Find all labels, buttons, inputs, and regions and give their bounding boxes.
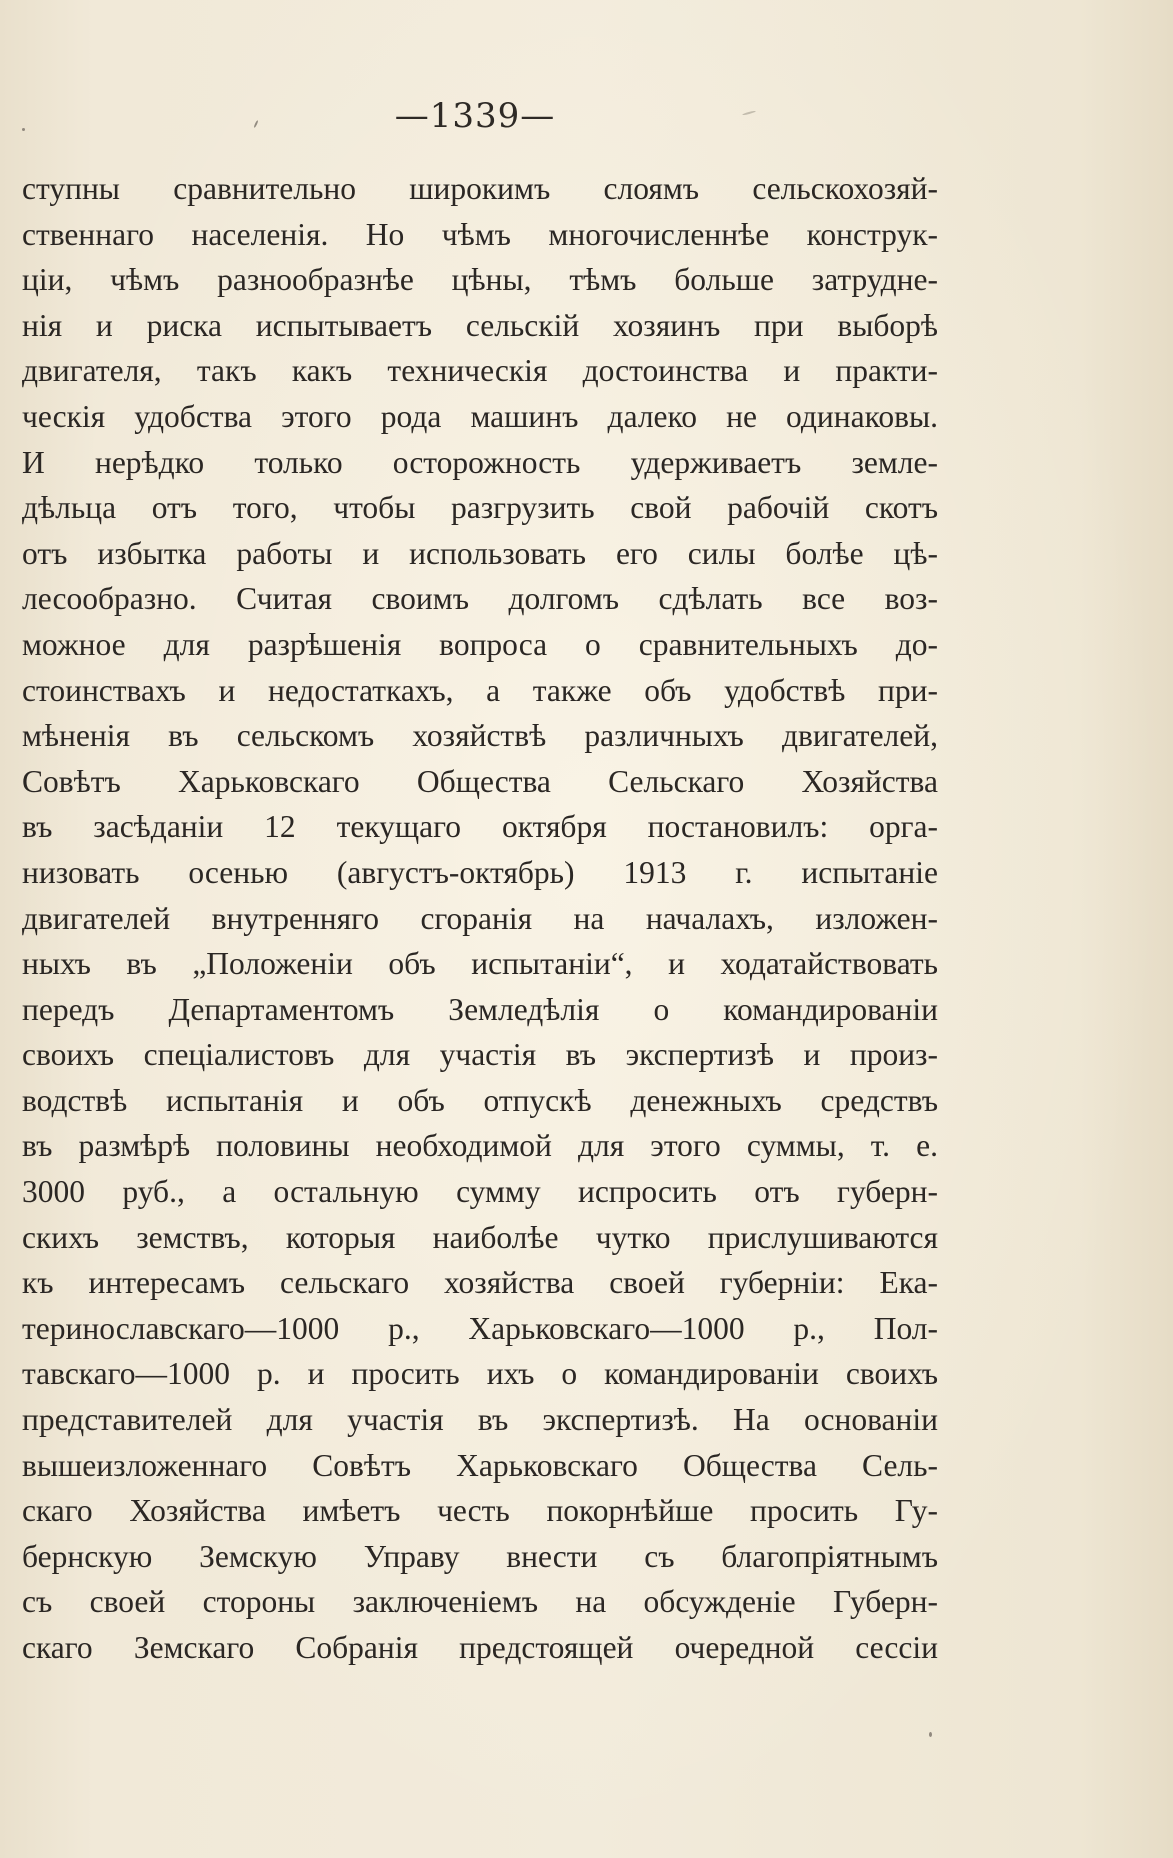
page-number: —1339— xyxy=(394,96,556,136)
text-line: скаго Хозяйства имѣетъ честь покорнѣйше просить Гу- xyxy=(22,1493,938,1529)
scan-speck xyxy=(22,128,25,131)
text-line: въ размѣрѣ половины необходимой для этого суммы, т. е. xyxy=(22,1128,938,1164)
text-line: ственнаго населенія. Но чѣмъ многочисленнѣе конструк- xyxy=(22,216,938,252)
text-line: скихъ земствъ, которыя наиболѣе чутко прислушиваются xyxy=(22,1219,938,1255)
text-line: ческія удобства этого рода машинъ далеко не одинаковы. xyxy=(22,398,938,434)
text-line: вышеизложеннаго Совѣтъ Харьковскаго Общества Сель- xyxy=(22,1447,938,1483)
text-line: стоинствахъ и недостаткахъ, а также объ удобствѣ при- xyxy=(22,672,938,708)
text-line: мѣненія въ сельскомъ хозяйствѣ различныхъ двигателей, xyxy=(22,718,938,754)
text-line: нія и риска испытываетъ сельскій хозяинъ при выборѣ xyxy=(22,307,938,343)
text-line: къ интересамъ сельскаго хозяйства своей губерніи: Ека- xyxy=(22,1265,938,1301)
text-line: бернскую Земскую Управу внести съ благопріятнымъ xyxy=(22,1538,938,1574)
scan-speck xyxy=(929,1732,932,1737)
text-line: теринославскаго—1000 р., Харьковскаго—1000 р., Пол- xyxy=(22,1310,938,1346)
text-line: можное для разрѣшенія вопроса о сравнительныхъ до- xyxy=(22,626,938,662)
text-line: ціи, чѣмъ разнообразнѣе цѣны, тѣмъ больше затрудне- xyxy=(22,262,938,298)
text-line: Совѣтъ Харьковскаго Общества Сельскаго Хозяйства xyxy=(22,763,938,799)
text-line: двигателей внутренняго сгоранія на началахъ, изложен- xyxy=(22,900,938,936)
text-line: отъ избытка работы и использовать его силы болѣе цѣ- xyxy=(22,535,938,571)
text-line: ныхъ въ „Положеніи объ испытаніи“, и ходатайствовать xyxy=(22,946,938,982)
text-line: своихъ спеціалистовъ для участія въ экспертизѣ и произ- xyxy=(22,1037,938,1073)
text-line: ступны сравнительно широкимъ слоямъ сельскохозяй- xyxy=(22,171,938,206)
body-text xyxy=(22,166,938,1671)
text-line: скаго Земскаго Собранія предстоящей очередной сессіи xyxy=(22,1630,938,1665)
text-line: дѣльца отъ того, чтобы разгрузить свой рабочій скотъ xyxy=(22,490,938,526)
text-line: въ засѣданіи 12 текущаго октября постановилъ: орга- xyxy=(22,809,938,845)
text-line: представителей для участія въ экспертизѣ. На основаніи xyxy=(22,1402,938,1438)
text-line: водствѣ испытанія и объ отпускѣ денежныхъ средствъ xyxy=(22,1082,938,1118)
text-line: передъ Департаментомъ Земледѣлія о командированіи xyxy=(22,991,938,1027)
text-line: лесообразно. Считая своимъ долгомъ сдѣлать все воз- xyxy=(22,581,938,617)
text-line: И нерѣдко только осторожность удерживаетъ земле- xyxy=(22,444,938,480)
text-line: низовать осенью (августъ-октябрь) 1913 г. испытаніе xyxy=(22,854,938,890)
text-line: 3000 руб., а остальную сумму испросить отъ губерн- xyxy=(22,1174,938,1210)
text-line: съ своей стороны заключеніемъ на обсужденіе Губерн- xyxy=(22,1584,938,1620)
text-line: тавскаго—1000 р. и просить ихъ о командированіи своихъ xyxy=(22,1356,938,1392)
text-line: двигателя, такъ какъ техническія достоинства и практи- xyxy=(22,353,938,389)
